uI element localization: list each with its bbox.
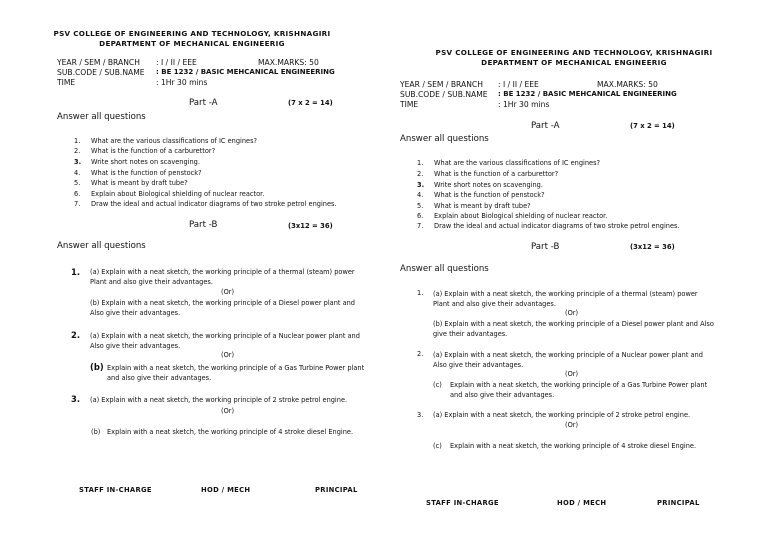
subject-value: : BE 1232 / BASIC MEHCANICAL ENGINEERING	[156, 68, 335, 76]
question-number: 1.	[417, 289, 424, 297]
college-name: PSV COLLEGE OF ENGINEERING AND TECHNOLOGY, KRISHNAGIRI	[435, 48, 713, 57]
question-text: Explain about Biological shielding of nuclear reactor.	[434, 212, 608, 220]
question-letter: (c)	[433, 442, 442, 450]
question-number: 6.	[417, 212, 424, 220]
question-letter: (b)	[91, 428, 101, 436]
question-text: Explain with a neat sketch, the working principle of 4 stroke diesel Engine.	[450, 442, 697, 450]
principal-signature-label: PRINCIPAL	[315, 486, 358, 494]
question-text: What is the function of a carburettor?	[434, 170, 559, 178]
staff-signature-label: STAFF IN-CHARGE	[426, 499, 499, 507]
time-value: : 1Hr 30 mins	[498, 100, 550, 109]
question-text: (a) Explain with a neat sketch, the working principle of a thermal (steam) power Plant and also give their advantages.	[90, 268, 355, 287]
question-text: What is meant by draft tube?	[91, 179, 188, 187]
question-number: 4.	[417, 191, 424, 199]
or-separator: (Or)	[221, 351, 235, 359]
question-text: Explain with a neat sketch, the working principle of a Gas Turbine Power plant and also give their advantages.	[450, 381, 708, 400]
staff-signature-label: STAFF IN-CHARGE	[79, 486, 152, 494]
question-text: Write short notes on scavenging.	[434, 181, 543, 189]
question-number: 5.	[74, 179, 81, 187]
part-a-instruction: Answer all questions	[400, 134, 489, 144]
question-number: 2.	[417, 350, 424, 358]
year-label: YEAR / SEM / BRANCH	[57, 58, 140, 67]
question-letter: (c)	[433, 381, 442, 389]
time-value: : 1Hr 30 mins	[156, 78, 208, 87]
part-a-marks: (7 x 2 = 14)	[630, 122, 675, 130]
question-text: (b) Explain with a neat sketch, the working principle of a Diesel power plant and Also give their advantages.	[90, 299, 355, 318]
question-text: (b) Explain with a neat sketch, the working principle of a Diesel power plant and Also give their advantages.	[433, 320, 714, 339]
part-b-title: Part -B	[189, 220, 218, 230]
part-b-marks: (3x12 = 36)	[630, 243, 675, 251]
year-value: : I / II / EEE	[156, 58, 197, 67]
time-label: TIME	[57, 78, 76, 87]
year-value: : I / II / EEE	[498, 80, 539, 89]
principal-signature-label: PRINCIPAL	[657, 499, 700, 507]
or-separator: (Or)	[221, 407, 235, 415]
question-text: (a) Explain with a neat sketch, the working principle of a Nuclear power plant and Also give their advantages.	[433, 351, 703, 370]
question-number: 4.	[74, 169, 81, 177]
max-marks: MAX.MARKS: 50	[597, 80, 658, 89]
question-text: (a) Explain with a neat sketch, the working principle of a thermal (steam) power Plant and also give their advantages.	[433, 290, 698, 309]
question-number: 7.	[417, 222, 424, 230]
question-text: Draw the ideal and actual indicator diagrams of two stroke petrol engines.	[91, 200, 337, 208]
or-separator: (Or)	[221, 288, 235, 296]
part-a-instruction: Answer all questions	[57, 112, 146, 122]
department-name: DEPARTMENT OF MECHANICAL ENGINEERIG	[99, 39, 285, 48]
part-b-instruction: Answer all questions	[57, 241, 146, 251]
question-number: 2.	[74, 147, 81, 155]
question-number: 5.	[417, 202, 424, 210]
college-name: PSV COLLEGE OF ENGINEERING AND TECHNOLOGY, KRISHNAGIRI	[53, 29, 331, 38]
department-name: DEPARTMENT OF MECHANICAL ENGINEERIG	[481, 58, 667, 67]
max-marks: MAX.MARKS: 50	[258, 58, 319, 67]
question-text: What is the function of penstock?	[434, 191, 545, 199]
or-separator: (Or)	[565, 370, 579, 378]
question-text: What are the various classifications of IC engines?	[91, 137, 258, 145]
year-label: YEAR / SEM / BRANCH	[400, 80, 483, 89]
question-text: (a) Explain with a neat sketch, the working principle of a Nuclear power plant and Also give their advantages.	[90, 332, 360, 351]
or-separator: (Or)	[565, 309, 579, 317]
part-b-instruction: Answer all questions	[400, 264, 489, 274]
question-letter: (b)	[90, 362, 104, 372]
question-number: 3.	[74, 158, 82, 166]
question-number: 1.	[74, 137, 81, 145]
question-text: What is meant by draft tube?	[434, 202, 531, 210]
question-text: (a) Explain with a neat sketch, the working principle of 2 stroke petrol engine.	[90, 396, 348, 404]
question-number: 3.	[417, 181, 425, 189]
question-number: 3.	[71, 394, 81, 404]
subject-value: : BE 1232 / BASIC MEHCANICAL ENGINEERING	[498, 90, 677, 98]
question-number: 2.	[417, 170, 424, 178]
question-text: What is the function of a carburettor?	[91, 147, 216, 155]
question-number: 6.	[74, 190, 81, 198]
part-b-marks: (3x12 = 36)	[288, 222, 333, 230]
question-number: 3.	[417, 411, 424, 419]
question-number: 2.	[71, 330, 81, 340]
question-text: Explain about Biological shielding of nuclear reactor.	[91, 190, 265, 198]
hod-signature-label: HOD / MECH	[201, 486, 251, 494]
question-number: 1.	[417, 159, 424, 167]
part-a-title: Part -A	[189, 98, 218, 108]
question-text: Explain with a neat sketch, the working principle of 4 stroke diesel Engine.	[107, 428, 354, 436]
question-number: 7.	[74, 200, 81, 208]
part-b-title: Part -B	[531, 242, 560, 252]
question-text: (a) Explain with a neat sketch, the working principle of 2 stroke petrol engine.	[433, 411, 691, 419]
subject-label: SUB.CODE / SUB.NAME	[57, 68, 145, 77]
question-number: 1.	[71, 267, 81, 277]
right-question-paper	[384, 0, 768, 543]
question-text: Draw the ideal and actual indicator diagrams of two stroke petrol engines.	[434, 222, 680, 230]
question-text: What are the various classifications of IC engines?	[434, 159, 601, 167]
time-label: TIME	[400, 100, 419, 109]
hod-signature-label: HOD / MECH	[557, 499, 607, 507]
part-a-title: Part -A	[531, 121, 560, 131]
question-text: What is the function of penstock?	[91, 169, 202, 177]
question-text: Write short notes on scavenging.	[91, 158, 200, 166]
part-a-marks: (7 x 2 = 14)	[288, 99, 333, 107]
question-text: Explain with a neat sketch, the working principle of a Gas Turbine Power plant and also give their advantages.	[107, 364, 365, 383]
or-separator: (Or)	[565, 421, 579, 429]
subject-label: SUB.CODE / SUB.NAME	[400, 90, 488, 99]
